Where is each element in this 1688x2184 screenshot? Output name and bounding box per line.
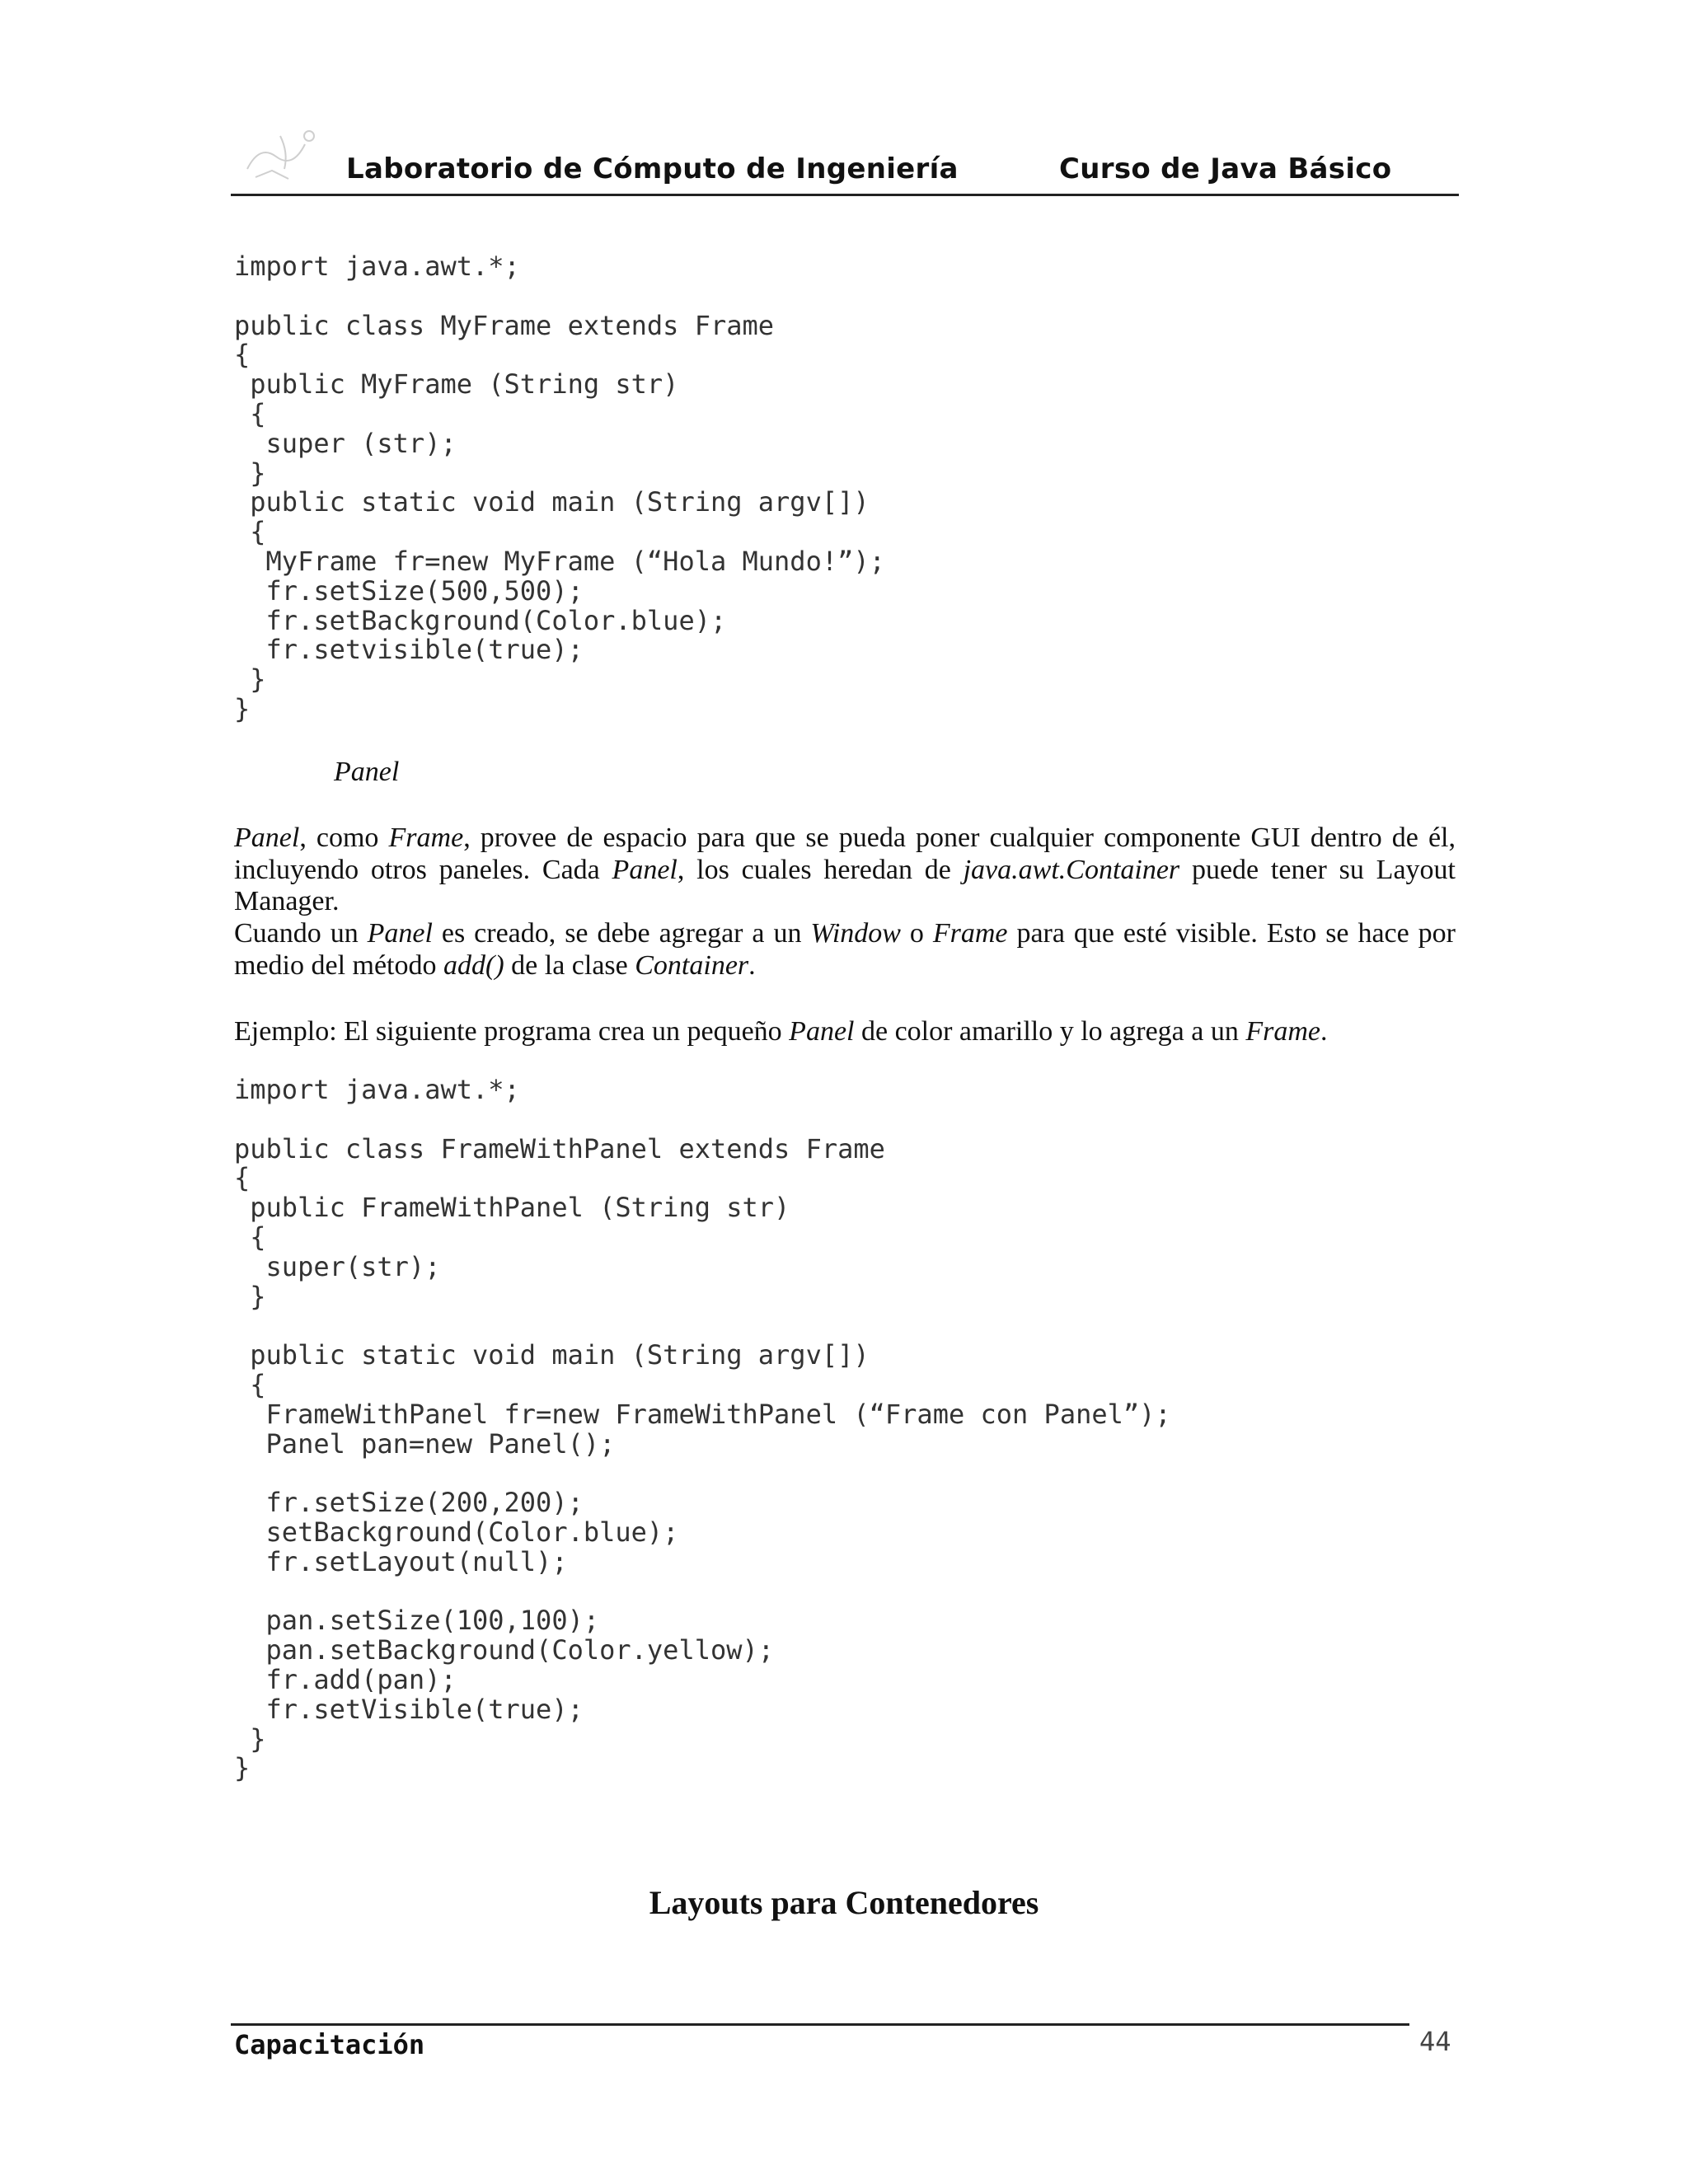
text-run: , como	[299, 823, 389, 853]
text-run: .	[748, 949, 756, 981]
text-run: Panel	[612, 854, 678, 885]
text-run: Panel	[367, 918, 433, 949]
subheading-panel: Panel	[334, 757, 400, 787]
text-run: o	[900, 918, 933, 949]
text-run: Container	[635, 949, 749, 981]
page-number: 44	[1419, 2026, 1451, 2057]
code-block-framewithpanel: import java.awt.*; public class FrameWithPanel extends Frame { public FrameWithPanel (String str) { super(str); } public static void main (String argv[]) { FrameWithPanel fr=new FrameWithPanel (“Frame con Panel”); Panel pan=new Panel(); fr.setSize(200,200); setBackground(Color.blue); fr.setLayout(null); pan.setSize(100,100); pan.setBackground(Color.yellow); fr.add(pan); fr.setVisible(true); } }	[234, 1074, 1171, 1784]
header-title-right: Curso de Java Básico	[1059, 152, 1392, 185]
page-header	[231, 152, 1459, 196]
text-run: .	[1320, 1016, 1328, 1047]
text-run: Frame	[1245, 1016, 1321, 1047]
text-run: Window	[810, 918, 901, 949]
text-run: de color amarillo y lo agrega a un	[854, 1016, 1246, 1047]
text-run: Ejemplo: El siguiente programa crea un pequeño	[234, 1016, 790, 1047]
text-run: Panel	[234, 823, 300, 853]
text-run: Frame	[388, 823, 464, 853]
text-run: es creado, se debe agregar a un	[432, 918, 811, 949]
text-run: , los cuales heredan de	[677, 854, 964, 885]
paragraph-panel-description	[234, 823, 1456, 918]
section-title: Layouts para Contenedores	[649, 1884, 1039, 1921]
paragraph-panel-usage	[234, 918, 1456, 982]
text-run: add()	[443, 949, 504, 981]
code-block-myframe: import java.awt.*; public class MyFrame extends Frame { public MyFrame (String str) { super (str); } public static void main (String argv[]) { MyFrame fr=new MyFrame (“Hola Mundo!”); fr.setSize(500,500); fr.setBackground(Color.blue); fr.setvisible(true); } }	[234, 251, 885, 724]
text-run: para que esté visible. Esto se hace por medio del método	[234, 918, 1456, 981]
text-run: puede tener su Layout Manager.	[234, 854, 1456, 916]
text-run: Panel	[789, 1016, 855, 1047]
header-title-left: Laboratorio de Cómputo de Ingeniería	[346, 152, 959, 185]
text-run: de la clase	[504, 949, 635, 981]
paragraph-example-intro	[234, 1016, 1456, 1048]
footer-label: Capacitación	[234, 2029, 425, 2060]
text-run: Cuando un	[234, 918, 368, 949]
text-run: java.awt.Container	[963, 854, 1180, 885]
text-run: Frame	[932, 918, 1008, 949]
text-run: , provee de espacio para que se pueda poner cualquier componente GUI dentro de él, incluyendo otros paneles. Cada	[234, 823, 1456, 885]
footer-divider	[231, 2023, 1409, 2026]
